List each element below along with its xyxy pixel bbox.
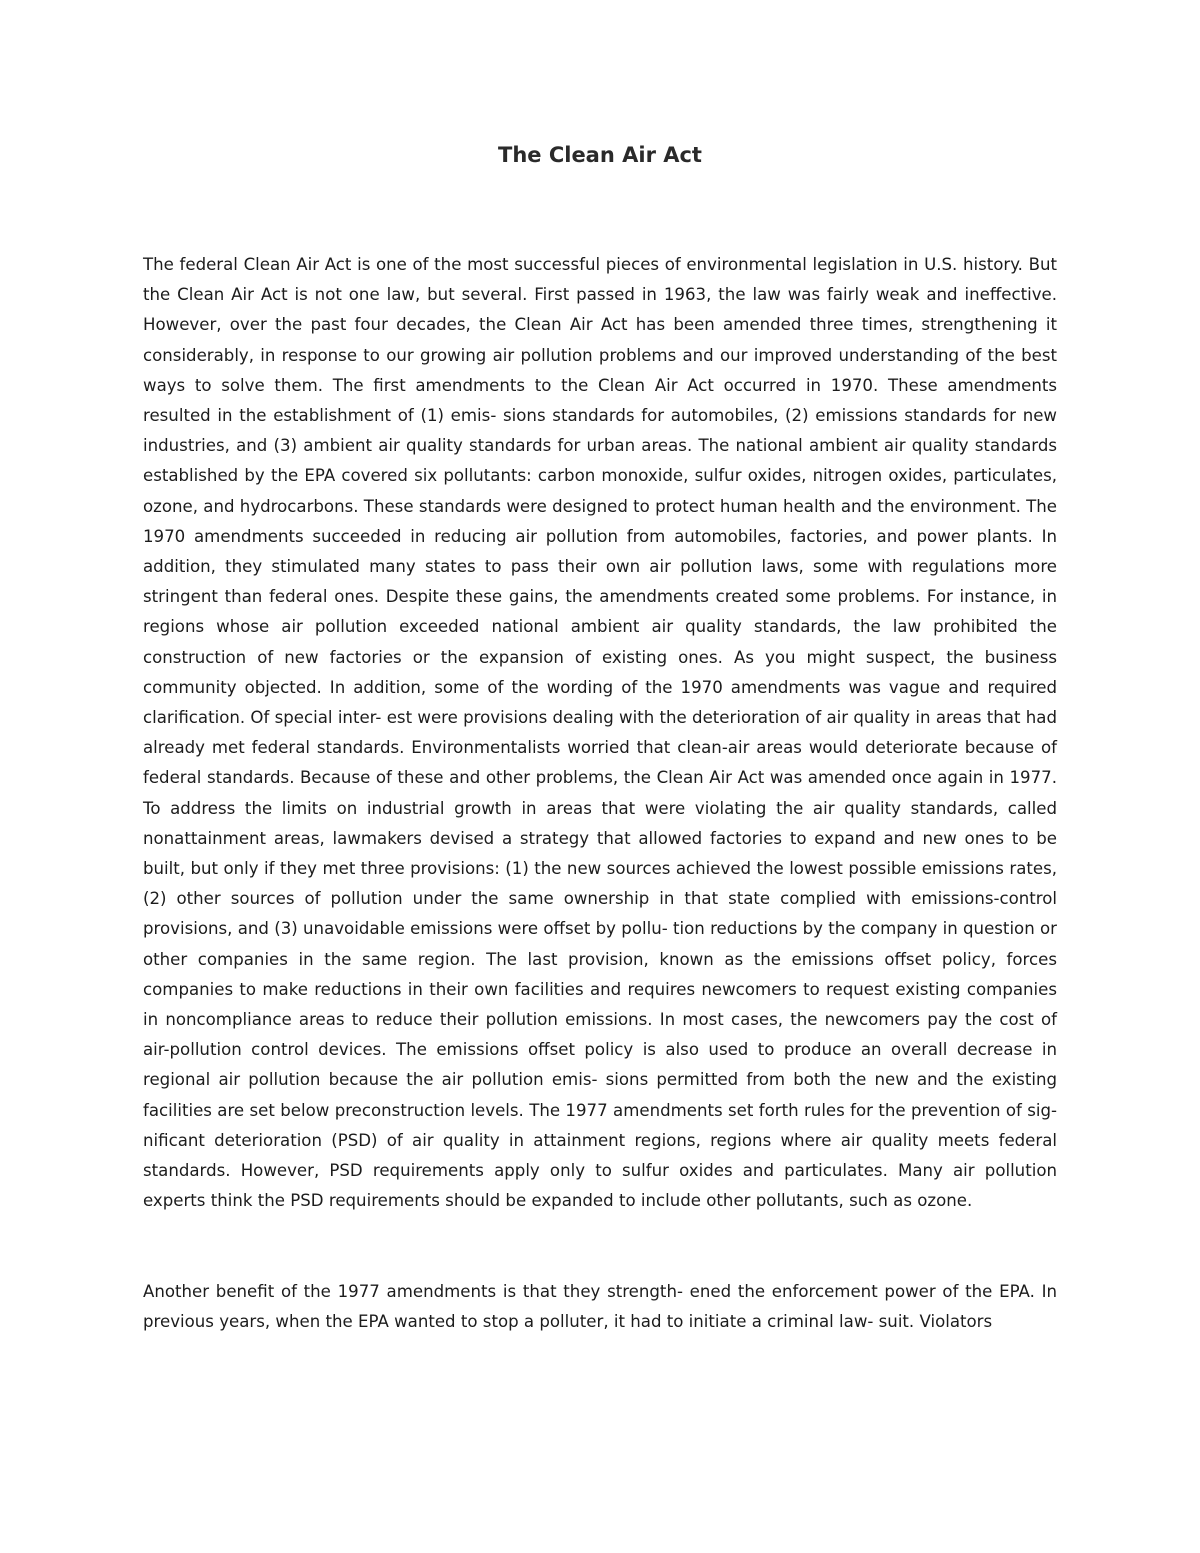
body-paragraph: The federal Clean Air Act is one of the most successful pieces of environmental legislation in U.S. history. But the Clean Air Act is not one law, but several. First passed in 1963, the law was fairly weak and ineffective. However, over the past four decades, the Clean Air Act has been amended three times, strengthening it considerably, in response to our growing air pollution problems and our improved understanding of the best ways to solve them. The first amendments to the Clean Air Act occurred in 1970. These amendments resulted in the establishment of (1) emis- sions standards for automobiles, (2) emissions standards for new industries, and (3) ambient air quality standards for urban areas. The national ambient air quality standards established by the EPA covered six pollutants: carbon monoxide, sulfur oxides, nitrogen oxides, particulates, ozone, and hydrocarbons. These standards were designed to protect human health and the environment. The 1970 amendments succeeded in reducing air pollution from automobiles, factories, and power plants. In addition, they stimulated many states to pass their own air pollution laws, some with regulations more stringent than federal ones. Despite these gains, the amendments created some problems. For instance, in regions whose air pollution exceeded national ambient air quality standards, the law prohibited the construction of new factories or the expansion of existing ones. As you might suspect, the business community objected. In addition, some of the wording of the 1970 amendments was vague and required clarification. Of special inter- est were provisions dealing with the deterioration of air quality in areas that had already met federal standards. Environmentalists worried that clean-air areas would deteriorate because of federal standards. Because of these and other problems, the Clean Air Act was amended once again in 1977. To address the limits on industrial growth in areas that were violating the air quality standards, called nonattainment areas, lawmakers devised a strategy that allowed factories to expand and new ones to be built, but only if they met three provisions: (1) the new sources achieved the lowest possible emissions rates, (2) other sources of pollution under the same ownership in that state complied with emissions-control provisions, and (3) unavoidable emissions were offset by pollu- tion reductions by the company in question or other companies in the same region. The last provision, known as the emissions offset policy, forces companies to make reductions in their own facilities and requires newcomers to request existing companies in noncompliance areas to reduce their pollution emissions. In most cases, the newcomers pay the cost of air-pollution control devices. The emissions offset policy is also used to produce an overall decrease in regional air pollution because the air pollution emis- sions permitted from both the new and the existing facilities are set below preconstruction levels. The 1977 amendments set forth rules for the prevention of sig- nificant deterioration (PSD) of air quality in attainment regions, regions where air quality meets federal standards. However, PSD requirements apply only to sulfur oxides and particulates. Many air pollution experts think the PSD requirements should be expanded to include other pollutants, such as ozone. (143, 255, 1057, 1211)
document-body (143, 250, 1057, 1337)
document-title: The Clean Air Act (498, 143, 702, 167)
body-paragraph: Another benefit of the 1977 amendments is that they strength- ened the enforcement power of the EPA. In previous years, when the EPA wanted to stop a polluter, it had to initiate a criminal law- suit. Violators (143, 1281, 1057, 1332)
